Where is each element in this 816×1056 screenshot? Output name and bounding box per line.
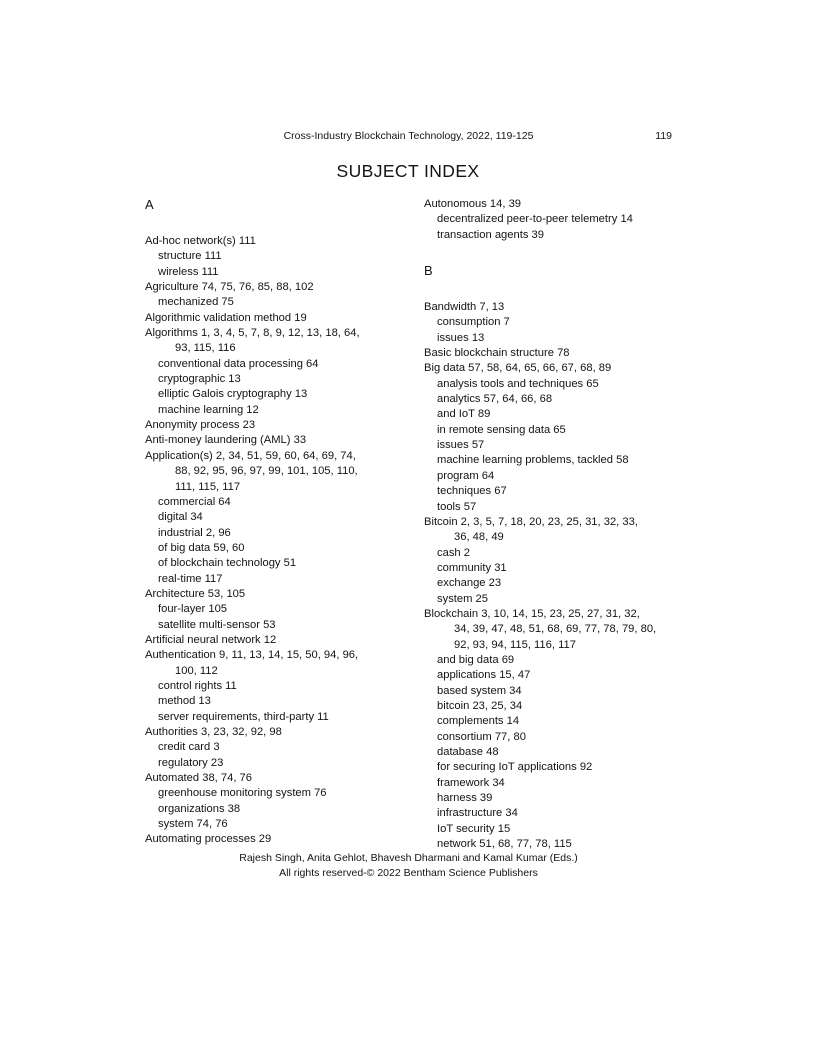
index-entry: 93, 115, 116: [175, 342, 236, 355]
index-entry: control rights 11: [158, 679, 237, 692]
index-entry: applications 15, 47: [437, 669, 531, 682]
index-entry: network 51, 68, 77, 78, 115: [437, 838, 572, 851]
index-entry: harness 39: [437, 792, 493, 805]
index-entry: analytics 57, 64, 66, 68: [437, 393, 553, 406]
index-entry: decentralized peer-to-peer telemetry 14: [437, 213, 633, 226]
index-entry: structure 111: [158, 250, 222, 263]
index-entry: Algorithms 1, 3, 4, 5, 7, 8, 9, 12, 13, 18, 64,: [145, 327, 360, 340]
index-entry: mechanized 75: [158, 296, 234, 309]
footer-copyright: All rights reserved-© 2022 Bentham Science Publishers: [279, 867, 538, 880]
index-entry: 111, 115, 117: [175, 480, 241, 493]
index-entry: Algorithmic validation method 19: [145, 311, 307, 324]
index-entry: Blockchain 3, 10, 14, 15, 23, 25, 27, 31, 32,: [424, 607, 640, 620]
index-entry: techniques 67: [437, 485, 507, 498]
index-column-right: [424, 197, 700, 852]
index-entry: 36, 48, 49: [454, 531, 504, 544]
index-entry: Authorities 3, 23, 32, 92, 98: [145, 726, 282, 738]
index-entry: Anti-money laundering (AML) 33: [145, 434, 307, 447]
index-entry: consortium 77, 80: [437, 730, 526, 743]
index-entry: Basic blockchain structure 78: [424, 347, 570, 360]
index-entry: 88, 92, 95, 96, 97, 99, 101, 105, 110,: [175, 465, 358, 478]
index-entry: analysis tools and techniques 65: [437, 377, 599, 390]
index-entry: issues 57: [437, 439, 485, 452]
index-entry: of big data 59, 60: [158, 541, 245, 554]
index-entry: IoT security 15: [437, 822, 511, 835]
index-entry: wireless 111: [158, 265, 219, 278]
index-entry: Agriculture 74, 75, 76, 85, 88, 102: [145, 281, 314, 294]
index-entry: Automating processes 29: [145, 833, 272, 846]
index-entry: regulatory 23: [158, 756, 224, 769]
index-entry: method 13: [158, 695, 211, 708]
index-entry: digital 34: [158, 511, 203, 524]
index-entry: cryptographic 13: [158, 373, 241, 386]
index-entry: greenhouse monitoring system 76: [158, 787, 327, 800]
index-entry: real-time 117: [158, 572, 223, 585]
index-entry: transaction agents 39: [437, 228, 544, 241]
index-entry: machine learning problems, tackled 58: [437, 454, 629, 467]
index-entry: Big data 57, 58, 64, 65, 66, 67, 68, 89: [424, 362, 612, 375]
index-entry: Application(s) 2, 34, 51, 59, 60, 64, 69, 74,: [145, 449, 356, 462]
index-entry: 100, 112: [175, 664, 218, 677]
index-entry: system 74, 76: [158, 818, 228, 831]
footer-editors: Rajesh Singh, Anita Gehlot, Bhavesh Dharmani and Kamal Kumar (Eds.): [239, 852, 578, 864]
index-entry: exchange 23: [437, 577, 502, 590]
index-entry: credit card 3: [158, 741, 220, 754]
index-entry: Architecture 53, 105: [145, 587, 246, 600]
index-entry: industrial 2, 96: [158, 526, 231, 539]
index-entry: bitcoin 23, 25, 34: [437, 699, 523, 712]
index-entry: community 31: [437, 561, 507, 574]
index-entry: of blockchain technology 51: [158, 557, 297, 570]
index-entry: complements 14: [437, 715, 520, 728]
index-entry: server requirements, third-party 11: [158, 710, 329, 723]
index-entry: Automated 38, 74, 76: [145, 772, 252, 785]
index-entry: tools 57: [437, 500, 477, 513]
index-entry: Anonymity process 23: [145, 419, 256, 432]
index-entry: elliptic Galois cryptography 13: [158, 388, 308, 401]
index-entry: and IoT 89: [437, 408, 491, 421]
index-entry: Artificial neural network 12: [145, 633, 277, 646]
running-head-title: Cross-Industry Blockchain Technology, 2022, 119-125: [283, 130, 534, 142]
index-entry: and big data 69: [437, 653, 515, 666]
index-entry: system 25: [437, 592, 488, 605]
index-entry: four-layer 105: [158, 603, 228, 616]
index-entry: cash 2: [437, 546, 470, 559]
index-entry: based system 34: [437, 684, 522, 697]
index-entry: Ad-hoc network(s) 111: [145, 235, 256, 247]
index-entry: in remote sensing data 65: [437, 423, 566, 436]
index-entry: machine learning 12: [158, 403, 259, 416]
index-entry: infrastructure 34: [437, 807, 518, 820]
index-entry: commercial 64: [158, 495, 231, 508]
section-letter: B: [424, 263, 433, 279]
index-entry: 92, 93, 94, 115, 116, 117: [454, 638, 576, 651]
index-entry: conventional data processing 64: [158, 357, 319, 370]
index-entry: database 48: [437, 746, 499, 758]
page-footer: [145, 851, 672, 882]
index-entry: issues 13: [437, 331, 485, 344]
index-entry: organizations 38: [158, 802, 241, 815]
page-number: 119: [655, 130, 672, 142]
index-entry: 34, 39, 47, 48, 51, 68, 69, 77, 78, 79, 80,: [454, 623, 657, 636]
index-entry: satellite multi-sensor 53: [158, 618, 276, 631]
index-column-left: [145, 197, 421, 848]
index-entry: framework 34: [437, 776, 505, 789]
index-entry: Autonomous 14, 39: [424, 198, 522, 210]
page-title: SUBJECT INDEX: [336, 161, 480, 181]
index-entry: Bitcoin 2, 3, 5, 7, 18, 20, 23, 25, 31, 32, 33,: [424, 515, 638, 528]
index-entry: Bandwidth 7, 13: [424, 301, 505, 314]
index-entry: for securing IoT applications 92: [437, 761, 593, 774]
section-letter: A: [145, 197, 154, 212]
index-entry: Authentication 9, 11, 13, 14, 15, 50, 94, 96,: [145, 649, 359, 662]
index-entry: consumption 7: [437, 316, 510, 329]
index-entry: program 64: [437, 469, 495, 482]
